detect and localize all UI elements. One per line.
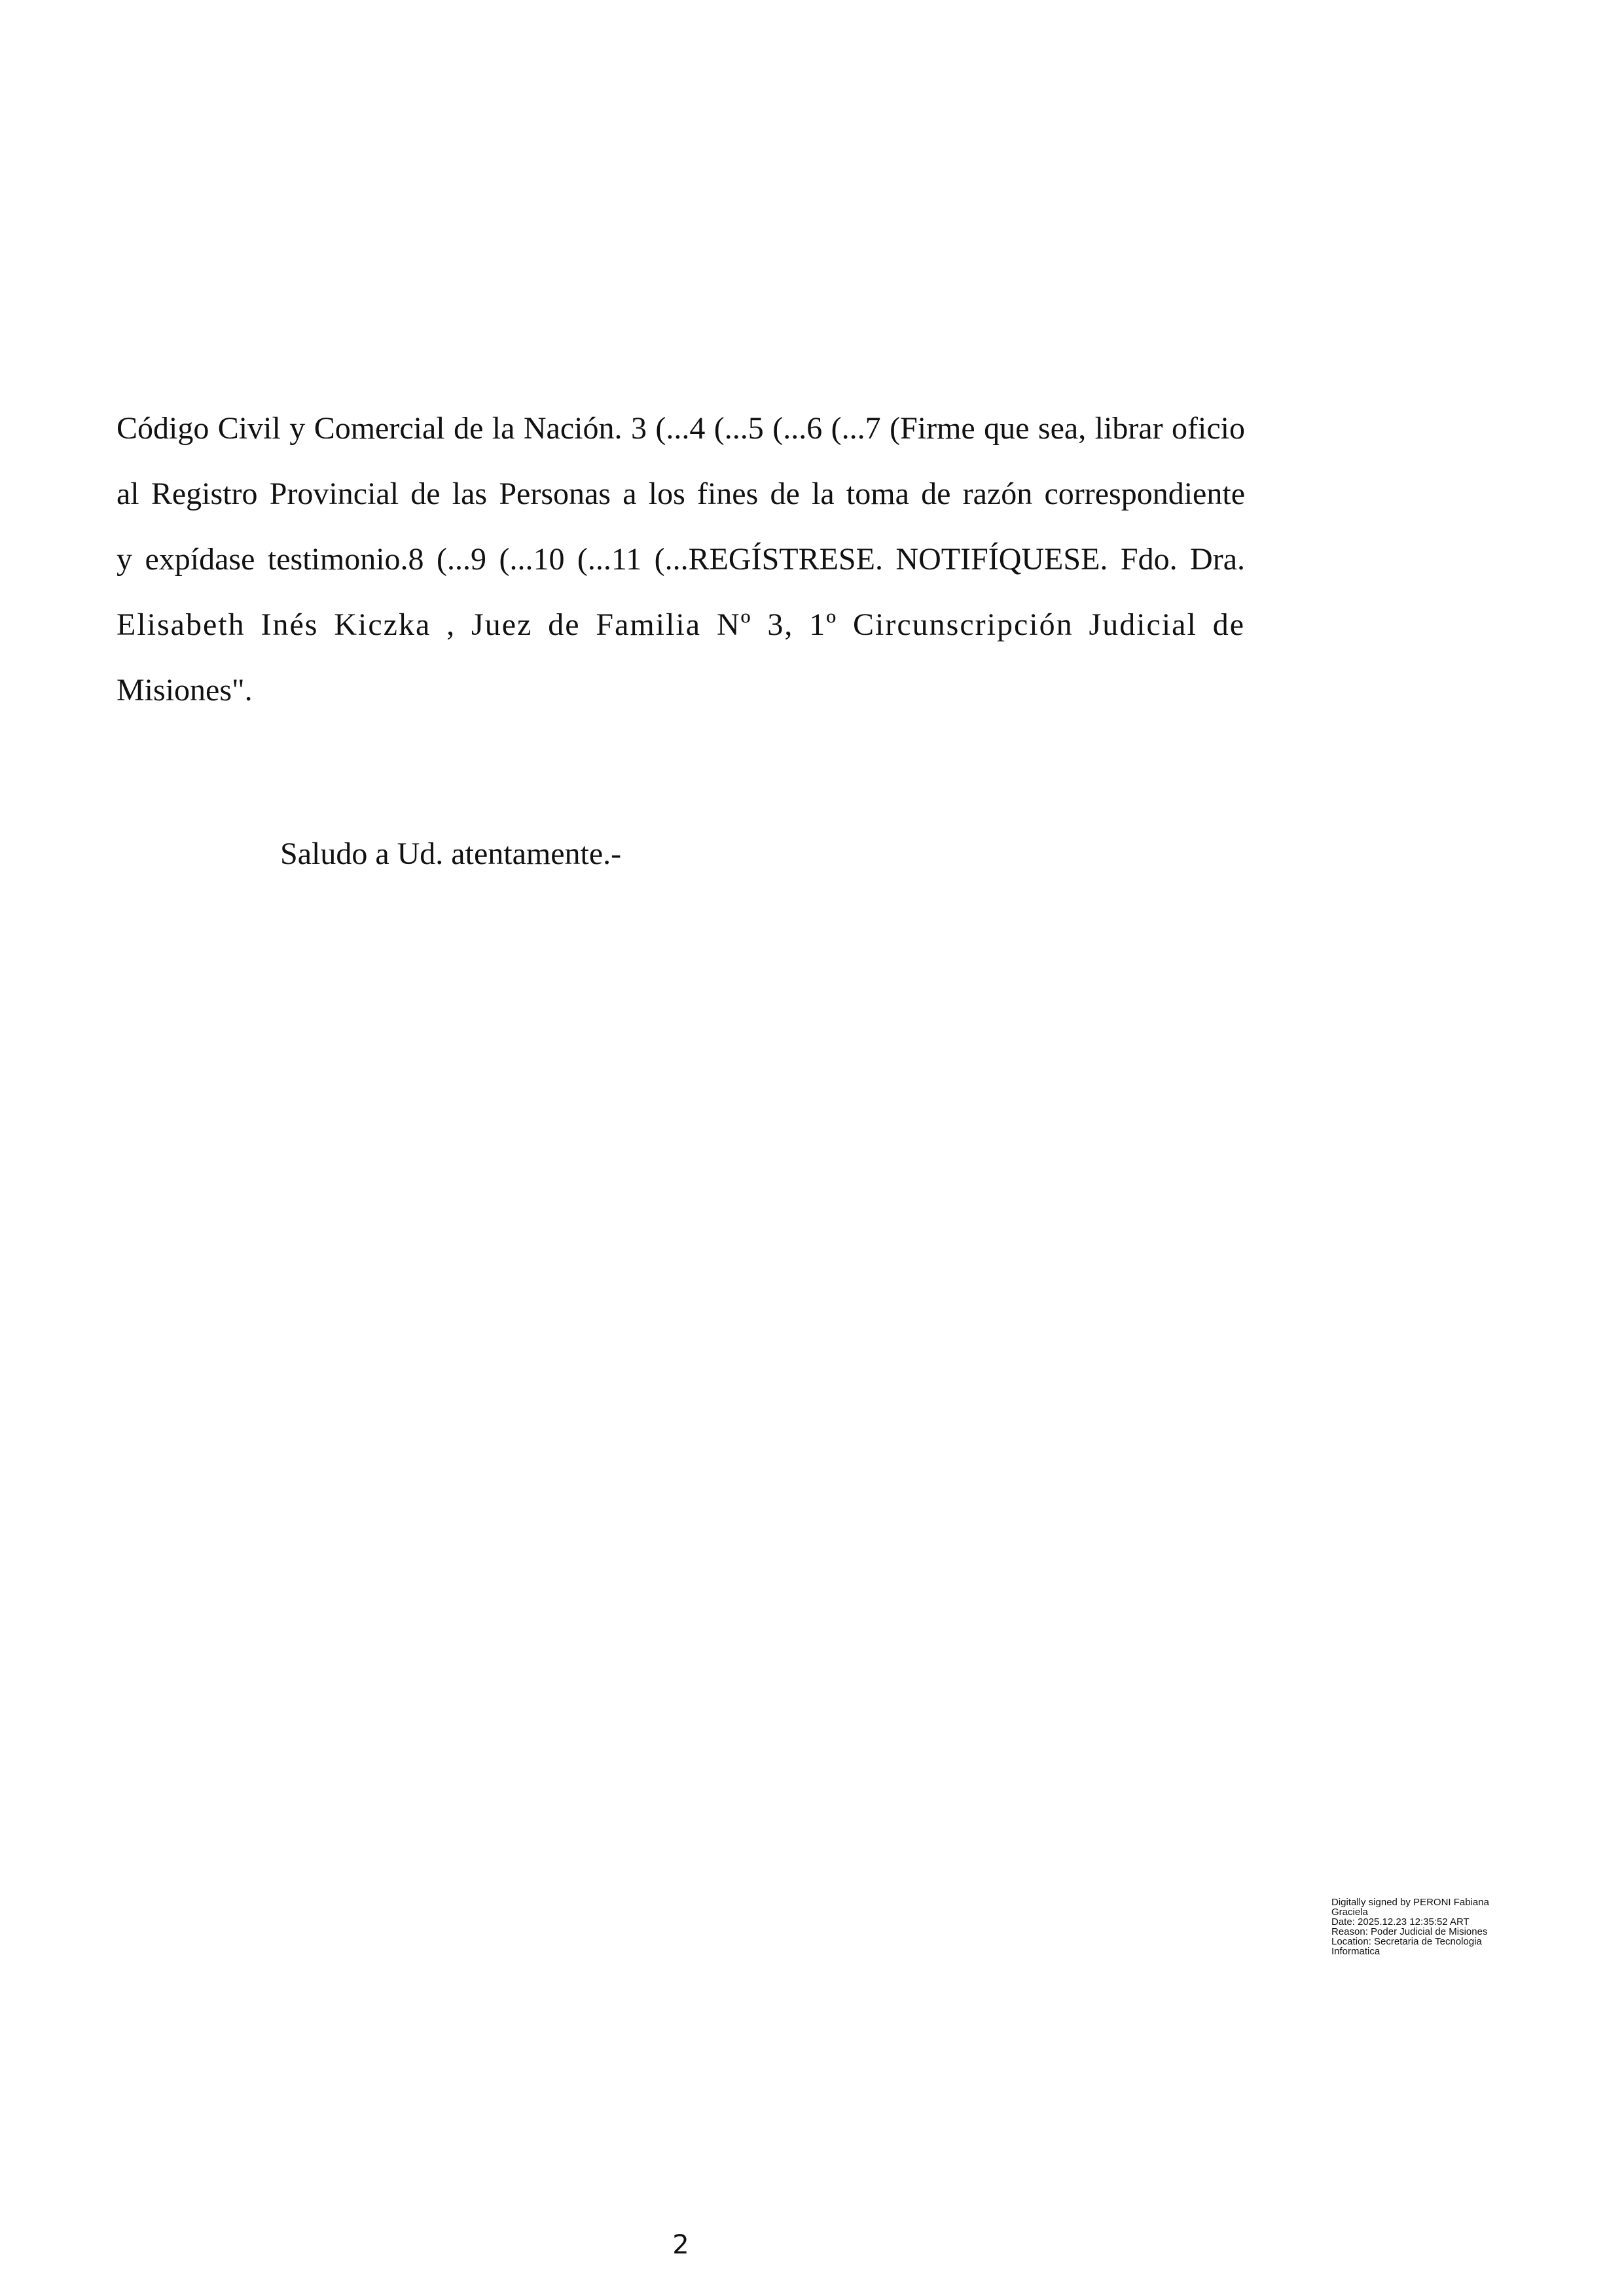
signature-line: Reason: Poder Judicial de Misiones	[1331, 1926, 1488, 1937]
page-number: 2	[672, 2230, 689, 2260]
paragraph-line: Misiones".	[117, 673, 253, 708]
digital-signature-block	[1331, 1897, 1528, 1956]
paragraph-line: y expídase testimonio.8 (...9 (...10 (...11 (...REGÍSTRESE. NOTIFÍQUESE. Fdo. Dra.	[117, 542, 1245, 577]
signature-line: Graciela	[1331, 1907, 1368, 1918]
paragraph-line: Código Civil y Comercial de la Nación. 3 (...4 (...5 (...6 (...7 (Firme que sea, librar oficio	[117, 411, 1245, 446]
closing-salutation: Saludo a Ud. atentamente.-	[280, 836, 622, 871]
signature-line: Informatica	[1331, 1946, 1380, 1957]
signature-line: Digitally signed by PERONI Fabiana	[1331, 1897, 1489, 1908]
signature-line: Location: Secretaria de Tecnologia	[1331, 1936, 1482, 1947]
paragraph-line: Elisabeth Inés Kiczka , Juez de Familia Nº 3, 1º Circunscripción Judicial de	[117, 607, 1245, 642]
signature-line: Date: 2025.12.23 12:35:52 ART	[1331, 1916, 1470, 1928]
body-paragraph	[117, 396, 1245, 723]
paragraph-line: al Registro Provincial de las Personas a los fines de la toma de razón correspondiente	[117, 476, 1245, 511]
